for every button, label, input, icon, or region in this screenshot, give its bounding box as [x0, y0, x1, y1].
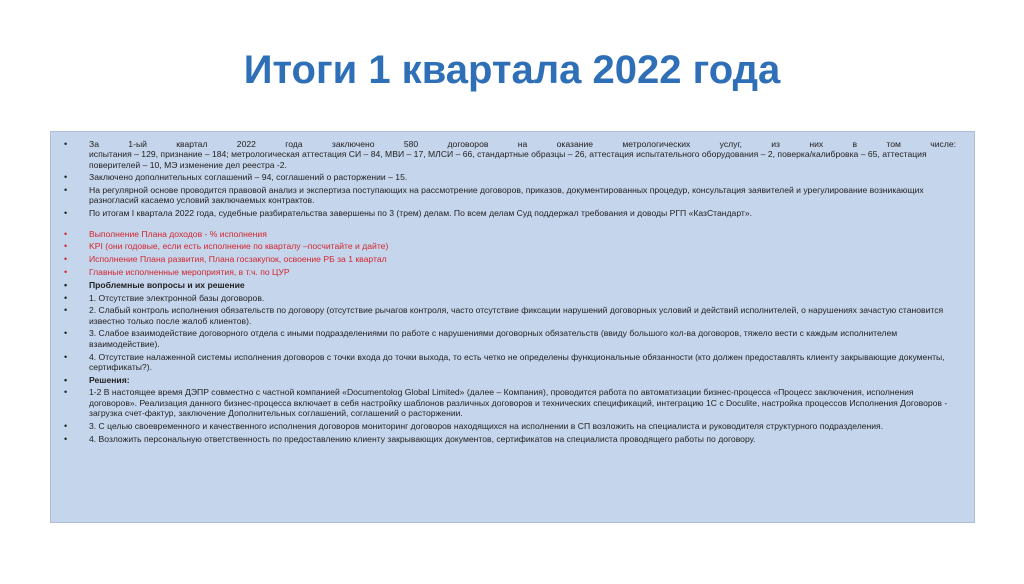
list-item-highlight: • Главные исполненные мероприятия, в т.ч. по ЦУР [61, 267, 956, 277]
slide-title: Итоги 1 квартала 2022 года [243, 48, 781, 92]
item-text-line2: испытания – 129, признание – 184; метрологическая аттестация СИ – 84, МВИ – 17, МЛСИ – 66, стандартные образцы – 26, аттестация испытательного оборудования – 2, поверка/калибровка – 65, аттестация поверителей – 10, МЭ изменение дел реестра -2. [89, 149, 927, 170]
list-item: • 3. Слабое взаимодействие договорного отдела с иными подразделениями по работе с нарушениями договорных обязательств (ввиду большого кол-ва договоров, тяжело вести с каждым исполнителем взаимодействие). [61, 328, 956, 349]
list-item: • Заключено дополнительных соглашений – 94, соглашений о расторжении – 15. [61, 172, 956, 182]
item-text-line1: • За 1-ый квартал 2022 года заключено 580 договоров на оказание метрологических услуг, из них в том числе: [89, 139, 956, 149]
list-item: • 1. Отсутствие электронной базы договоров. [61, 293, 956, 303]
list-item: • По итогам I квартала 2022 года, судебные разбирательства завершены по 3 (трем) делам. По всем делам Суд поддержал требования и доводы РГП «КазСтандарт». [61, 208, 956, 218]
list-item-highlight: • Исполнение Плана развития, Плана госзакупок, освоение РБ за 1 квартал [61, 254, 956, 264]
section-heading-problems: • Проблемные вопросы и их решение [61, 280, 956, 290]
list-item [61, 139, 956, 170]
bullet-list [61, 139, 956, 444]
list-item: • 4. Возложить персональную ответственность по предоставлению клиенту закрывающих документов, сертификатов на специалиста проводящего работы по договору. [61, 434, 956, 444]
list-item: • 3. С целью своевременного и качественного исполнения договоров мониторинг договоров находящихся на исполнении в СП возложить на специалиста и руководителя структурного подразделения. [61, 421, 956, 431]
list-item: • На регулярной основе проводится правовой анализ и экспертиза поступающих на рассмотрение договоров, приказов, документированных процедур, консультация заявителей и урегулирование возникающих разногласий касаемо условий заключаемых контрактов. [61, 185, 956, 206]
list-item-highlight: • Выполнение Плана доходов - % исполнения [61, 229, 956, 239]
list-item: • 1-2 В настоящее время ДЭПР совместно с частной компанией «Documentolog Global Limited» (далее – Компания), проводится работа по автоматизации бизнес-процесса «Процесс заключения, исполнения договоров». Реализация данного бизнес-процесса включает в себя настройку шаблонов различных договоров и технических спецификаций, интеграцию 1С с Doculite, настройка процессов Исполнения Договоров - загрузка счет-фактур, заключение Дополнительных соглашений, соглашений о расторжении. [61, 387, 956, 418]
section-heading-solutions: • Решения: [61, 375, 956, 385]
list-item: • 2. Слабый контроль исполнения обязательств по договору (отсутствие рычагов контроля, часто отсутствие фиксации нарушений договорных условий и действий исполнителей, о нарушениях зачастую становится известно только после жалоб клиентов). [61, 305, 956, 326]
list-item: • 4. Отсутствие налаженной системы исполнения договоров с точки входа до точки выхода, то есть четко не определены функциональные обязанности (кто должен предоставлять клиенту закрывающие документы, сертификаты?). [61, 352, 956, 373]
list-item-highlight: • KPI (они годовые, если есть исполнение по кварталу –посчитайте и дайте) [61, 241, 956, 251]
content-panel [50, 131, 975, 523]
